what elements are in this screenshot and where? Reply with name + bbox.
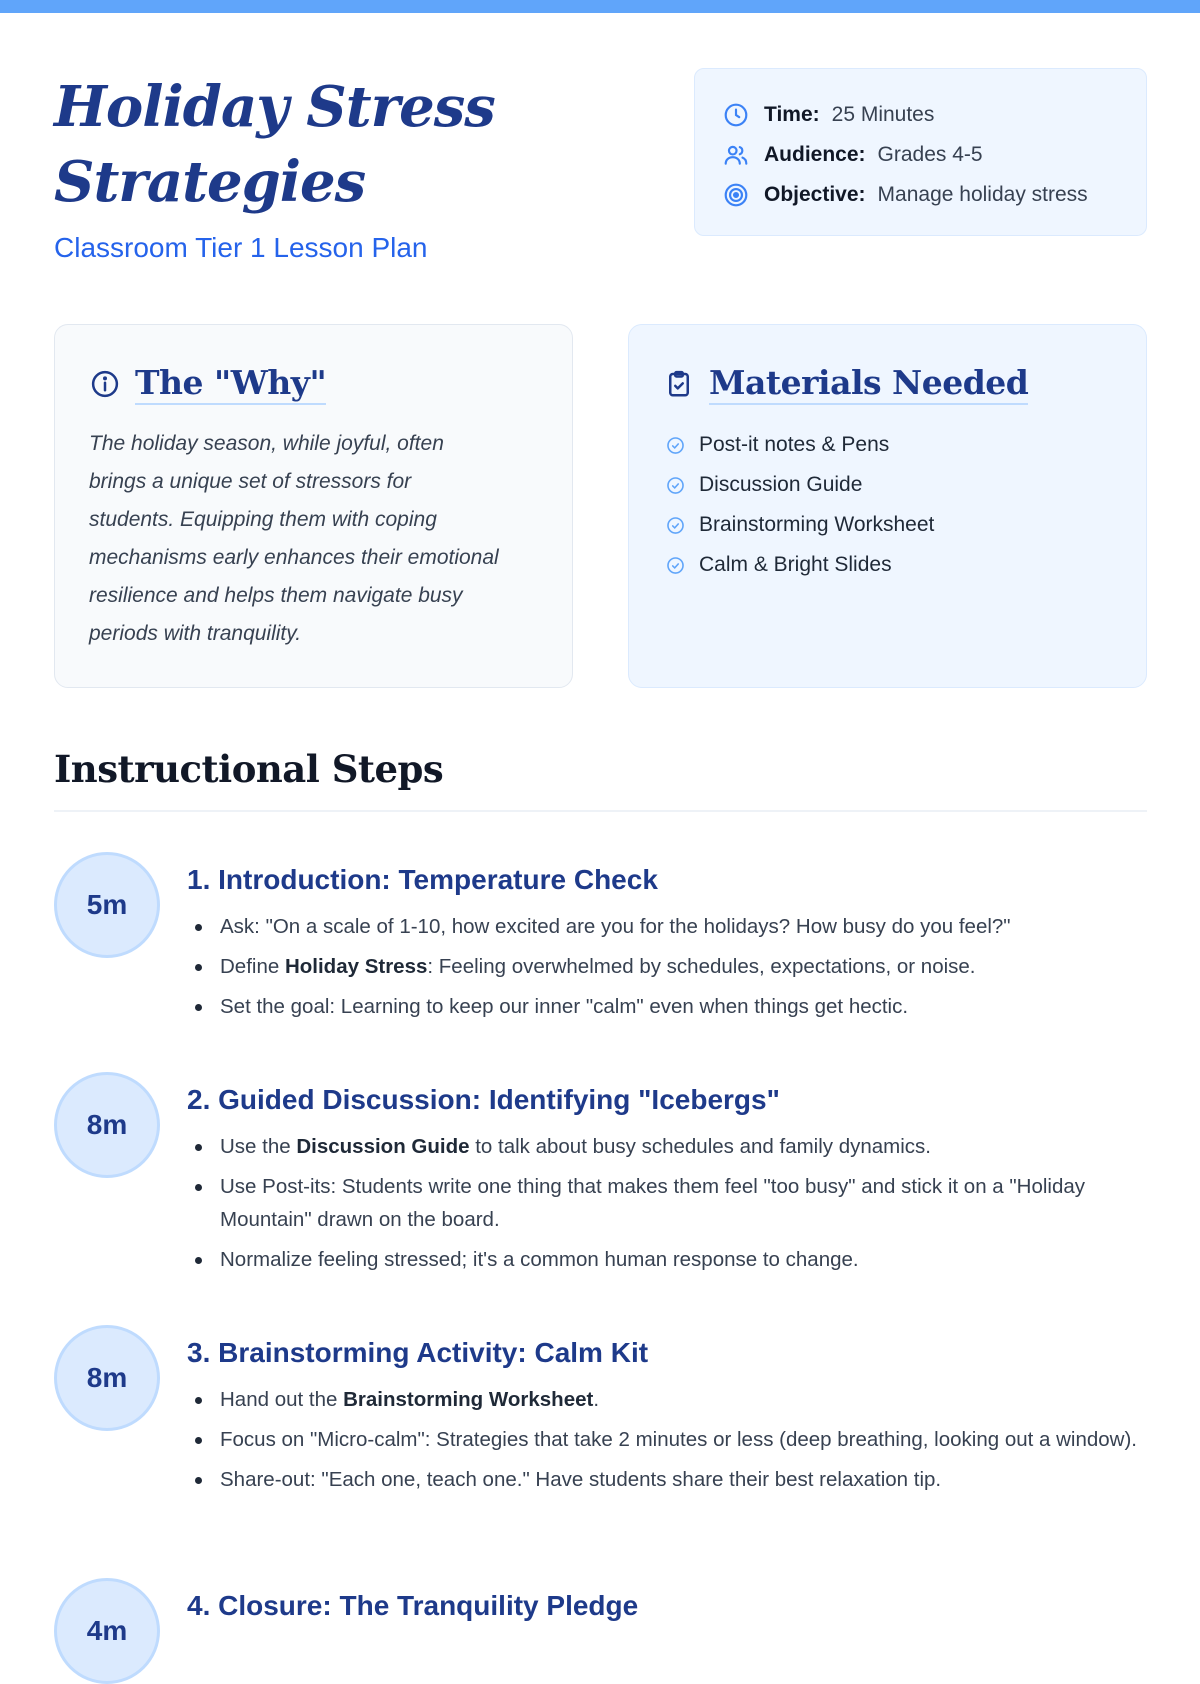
material-label: Calm & Bright Slides [699,553,892,576]
material-label: Brainstorming Worksheet [699,513,935,536]
step-title: 3. Brainstorming Activity: Calm Kit [187,1337,649,1368]
step-duration-badge: 5m [54,852,160,958]
list-item [663,425,1112,465]
materials-card-header [663,363,1112,405]
meta-audience [722,135,1146,175]
step-body [187,1588,1147,1636]
why-card-text: The holiday season, while joyful, often brings a unique set of stressors for students. Equipping them with coping mechanisms early enhances their emotional resilience and helps them navigate busy periods with tranquility. [89,432,499,645]
materials-list [663,425,1112,585]
check-circle-icon [665,515,685,535]
step-body [187,1335,1147,1503]
lesson-plan-page [54,0,1147,1646]
materials-card-title: Materials Needed [709,363,1028,405]
check-circle-icon [665,475,685,495]
meta-objective [722,175,1146,215]
meta-objective-value: Manage holiday stress [877,183,1088,206]
page-title: Holiday Stress Strategies [54,74,495,215]
page-header [54,70,1147,270]
info-icon [89,368,121,400]
material-label: Discussion Guide [699,473,863,496]
meta-time-value: 25 Minutes [831,103,935,126]
users-icon [722,141,750,169]
step-bullets [187,1383,1147,1496]
step-duration-badge: 8m [54,1325,160,1431]
step-bullet: Focus on "Micro-calm": Strategies that take 2 minutes or less (deep breathing, looking out a window). [187,1423,1147,1456]
step-bullet: Ask: "On a scale of 1-10, how excited are you for the holidays? How busy do you feel?" [187,910,1147,943]
page-subtitle: Classroom Tier 1 Lesson Plan [54,232,428,263]
meta-objective-label: Objective: [764,183,866,206]
step-bullet: Use Post-its: Students write one thing that makes them feel "too busy" and stick it on a "Holiday Mountain" drawn on the board. [187,1170,1147,1236]
target-icon [722,181,750,209]
section-divider [54,810,1147,812]
step-duration-badge: 4m [54,1578,160,1684]
lesson-meta-card [694,68,1147,236]
list-item [663,505,1112,545]
why-card [54,324,573,688]
meta-time [722,95,1146,135]
step-bullets [187,910,1147,1023]
material-label: Post-it notes & Pens [699,433,890,456]
emphasized-term: Brainstorming Worksheet [343,1388,594,1411]
why-card-header [89,363,538,405]
materials-card [628,324,1147,688]
emphasized-term: Discussion Guide [296,1135,470,1158]
steps-section-title: Instructional Steps [54,747,444,791]
check-circle-icon [665,435,685,455]
meta-audience-label: Audience: [764,143,866,166]
step-body [187,862,1147,1030]
step-body [187,1082,1147,1283]
list-item [663,465,1112,505]
emphasized-term: Holiday Stress [284,955,428,978]
step-title: 2. Guided Discussion: Identifying "Icebergs" [187,1084,780,1115]
step-bullet: Use the Discussion Guide to talk about busy schedules and family dynamics. [187,1130,1147,1163]
step-bullets [187,1130,1147,1276]
clock-icon [722,101,750,129]
clipboard-check-icon [663,368,695,400]
why-card-title: The "Why" [135,363,326,405]
step-bullet: Normalize feeling stressed; it's a common human response to change. [187,1243,1147,1276]
step-bullet: Hand out the Brainstorming Worksheet. [187,1383,1147,1416]
step-duration-badge: 8m [54,1072,160,1178]
list-item [663,545,1112,585]
step-title: 4. Closure: The Tranquility Pledge [187,1590,639,1621]
meta-time-label: Time: [764,103,820,126]
step-title: 1. Introduction: Temperature Check [187,864,658,895]
step-bullet: Set the goal: Learning to keep our inner "calm" even when things get hectic. [187,990,1147,1023]
check-circle-icon [665,555,685,575]
meta-audience-value: Grades 4-5 [877,143,983,166]
step-bullet: Define Holiday Stress: Feeling overwhelmed by schedules, expectations, or noise. [187,950,1147,983]
step-bullet: Share-out: "Each one, teach one." Have students share their best relaxation tip. [187,1463,1147,1496]
